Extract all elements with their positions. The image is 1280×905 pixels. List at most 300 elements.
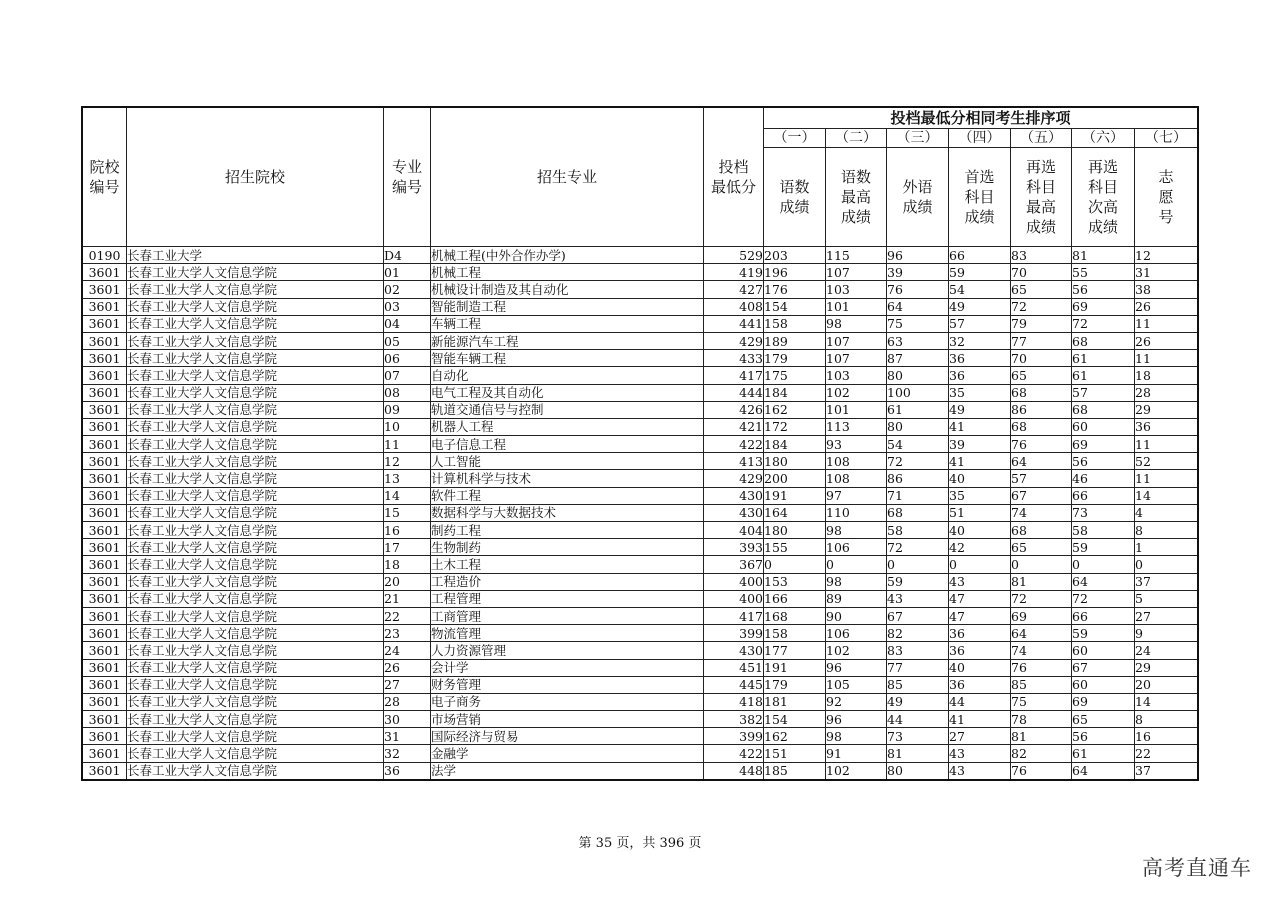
first-subject-cell: 54 (949, 281, 1011, 298)
school-code-cell: 3601 (83, 539, 127, 556)
major-code-cell: 04 (384, 315, 431, 332)
elective-highest-cell: 70 (1011, 264, 1072, 281)
first-subject-cell: 32 (949, 332, 1011, 349)
min-score-cell: 417 (704, 367, 764, 384)
elective-second-cell: 69 (1072, 436, 1135, 453)
first-subject-cell: 41 (949, 711, 1011, 728)
first-subject-cell: 43 (949, 745, 1011, 762)
table-row (83, 522, 1198, 539)
chinese-math-max-cell: 102 (826, 642, 887, 659)
major-name-cell: 市场营销 (431, 711, 704, 728)
elective-second-cell: 59 (1072, 539, 1135, 556)
table-row (83, 607, 1198, 624)
min-score-cell: 382 (704, 711, 764, 728)
first-subject-cell: 42 (949, 539, 1011, 556)
school-name-cell: 长春工业大学人文信息学院 (127, 470, 384, 487)
elective-highest-cell: 86 (1011, 401, 1072, 418)
table-row (83, 573, 1198, 590)
table-row (83, 539, 1198, 556)
chinese-math-max-cell: 97 (826, 487, 887, 504)
preference-number-cell: 37 (1135, 762, 1198, 779)
elective-highest-cell: 68 (1011, 384, 1072, 401)
school-code-cell: 3601 (83, 281, 127, 298)
elective-highest-cell: 72 (1011, 298, 1072, 315)
elective-highest-cell: 74 (1011, 642, 1072, 659)
min-score-cell: 430 (704, 487, 764, 504)
major-name-cell: 电气工程及其自动化 (431, 384, 704, 401)
elective-second-cell: 56 (1072, 728, 1135, 745)
major-code-cell: D4 (384, 247, 431, 264)
first-subject-cell: 59 (949, 264, 1011, 281)
foreign-language-cell: 83 (887, 642, 949, 659)
school-name-cell: 长春工业大学人文信息学院 (127, 522, 384, 539)
elective-second-cell: 57 (1072, 384, 1135, 401)
chinese-math-max-cell: 105 (826, 676, 887, 693)
major-code-cell: 07 (384, 367, 431, 384)
first-subject-cell: 49 (949, 298, 1011, 315)
elective-second-cell: 0 (1072, 556, 1135, 573)
foreign-language-cell: 44 (887, 711, 949, 728)
chinese-math-max-cell: 108 (826, 453, 887, 470)
chinese-math-score-cell: 200 (764, 470, 826, 487)
table-row (83, 676, 1198, 693)
elective-second-cell: 55 (1072, 264, 1135, 281)
min-score-cell: 430 (704, 504, 764, 521)
elective-second-cell: 69 (1072, 298, 1135, 315)
major-name-cell: 会计学 (431, 659, 704, 676)
header-foreign-language: 外语 成绩 (887, 148, 949, 247)
elective-highest-cell: 76 (1011, 436, 1072, 453)
preference-number-cell: 14 (1135, 693, 1198, 710)
elective-highest-cell: 76 (1011, 659, 1072, 676)
elective-second-cell: 46 (1072, 470, 1135, 487)
first-subject-cell: 47 (949, 607, 1011, 624)
preference-number-cell: 36 (1135, 418, 1198, 435)
min-score-cell: 419 (704, 264, 764, 281)
header-major-code: 专业 编号 (384, 108, 431, 247)
school-code-cell: 3601 (83, 367, 127, 384)
chinese-math-max-cell: 90 (826, 607, 887, 624)
chinese-math-score-cell: 164 (764, 504, 826, 521)
major-name-cell: 土木工程 (431, 556, 704, 573)
school-name-cell: 长春工业大学人文信息学院 (127, 607, 384, 624)
header-rank-3: （三） (887, 129, 949, 148)
elective-second-cell: 61 (1072, 745, 1135, 762)
chinese-math-max-cell: 98 (826, 573, 887, 590)
header-elective-second: 再选 科目 次高 成绩 (1072, 148, 1135, 247)
elective-second-cell: 69 (1072, 693, 1135, 710)
elective-second-cell: 72 (1072, 315, 1135, 332)
foreign-language-cell: 87 (887, 350, 949, 367)
page-footer: 第 35 页，共 396 页 (578, 836, 702, 851)
table-row (83, 745, 1198, 762)
major-name-cell: 生物制药 (431, 539, 704, 556)
school-code-cell: 3601 (83, 642, 127, 659)
chinese-math-score-cell: 180 (764, 453, 826, 470)
chinese-math-max-cell: 102 (826, 384, 887, 401)
min-score-cell: 417 (704, 607, 764, 624)
foreign-language-cell: 67 (887, 607, 949, 624)
first-subject-cell: 36 (949, 676, 1011, 693)
foreign-language-cell: 54 (887, 436, 949, 453)
school-code-cell: 3601 (83, 590, 127, 607)
chinese-math-score-cell: 177 (764, 642, 826, 659)
elective-second-cell: 65 (1072, 711, 1135, 728)
school-name-cell: 长春工业大学人文信息学院 (127, 625, 384, 642)
major-code-cell: 32 (384, 745, 431, 762)
elective-second-cell: 81 (1072, 247, 1135, 264)
first-subject-cell: 51 (949, 504, 1011, 521)
chinese-math-score-cell: 203 (764, 247, 826, 264)
chinese-math-score-cell: 172 (764, 418, 826, 435)
major-code-cell: 21 (384, 590, 431, 607)
chinese-math-max-cell: 110 (826, 504, 887, 521)
chinese-math-max-cell: 96 (826, 711, 887, 728)
school-name-cell: 长春工业大学人文信息学院 (127, 693, 384, 710)
min-score-cell: 422 (704, 436, 764, 453)
major-name-cell: 工商管理 (431, 607, 704, 624)
major-code-cell: 03 (384, 298, 431, 315)
major-code-cell: 28 (384, 693, 431, 710)
major-name-cell: 车辆工程 (431, 315, 704, 332)
school-code-cell: 3601 (83, 401, 127, 418)
school-code-cell: 3601 (83, 298, 127, 315)
preference-number-cell: 27 (1135, 607, 1198, 624)
table-row (83, 693, 1198, 710)
preference-number-cell: 26 (1135, 332, 1198, 349)
major-name-cell: 制药工程 (431, 522, 704, 539)
foreign-language-cell: 68 (887, 504, 949, 521)
header-preference-number: 志 愿 号 (1135, 148, 1198, 247)
school-name-cell: 长春工业大学人文信息学院 (127, 367, 384, 384)
elective-second-cell: 56 (1072, 281, 1135, 298)
table-row (83, 281, 1198, 298)
major-name-cell: 机器人工程 (431, 418, 704, 435)
elective-highest-cell: 67 (1011, 487, 1072, 504)
elective-second-cell: 66 (1072, 607, 1135, 624)
first-subject-cell: 40 (949, 659, 1011, 676)
elective-second-cell: 61 (1072, 350, 1135, 367)
major-code-cell: 26 (384, 659, 431, 676)
elective-highest-cell: 57 (1011, 470, 1072, 487)
min-score-cell: 444 (704, 384, 764, 401)
min-score-cell: 427 (704, 281, 764, 298)
preference-number-cell: 9 (1135, 625, 1198, 642)
elective-highest-cell: 74 (1011, 504, 1072, 521)
min-score-cell: 421 (704, 418, 764, 435)
school-name-cell: 长春工业大学人文信息学院 (127, 453, 384, 470)
school-name-cell: 长春工业大学人文信息学院 (127, 332, 384, 349)
table-row (83, 264, 1198, 281)
school-name-cell: 长春工业大学人文信息学院 (127, 728, 384, 745)
foreign-language-cell: 59 (887, 573, 949, 590)
min-score-cell: 445 (704, 676, 764, 693)
table-row (83, 418, 1198, 435)
chinese-math-score-cell: 175 (764, 367, 826, 384)
major-code-cell: 23 (384, 625, 431, 642)
major-code-cell: 24 (384, 642, 431, 659)
school-code-cell: 3601 (83, 522, 127, 539)
foreign-language-cell: 80 (887, 762, 949, 779)
min-score-cell: 441 (704, 315, 764, 332)
elective-highest-cell: 70 (1011, 350, 1072, 367)
chinese-math-score-cell: 191 (764, 659, 826, 676)
elective-second-cell: 68 (1072, 401, 1135, 418)
school-code-cell: 3601 (83, 470, 127, 487)
chinese-math-score-cell: 179 (764, 350, 826, 367)
school-name-cell: 长春工业大学人文信息学院 (127, 298, 384, 315)
elective-highest-cell: 79 (1011, 315, 1072, 332)
chinese-math-score-cell: 181 (764, 693, 826, 710)
major-code-cell: 31 (384, 728, 431, 745)
school-code-cell: 3601 (83, 728, 127, 745)
elective-highest-cell: 68 (1011, 418, 1072, 435)
chinese-math-max-cell: 93 (826, 436, 887, 453)
table-row (83, 556, 1198, 573)
first-subject-cell: 47 (949, 590, 1011, 607)
elective-highest-cell: 64 (1011, 625, 1072, 642)
school-name-cell: 长春工业大学人文信息学院 (127, 315, 384, 332)
elective-second-cell: 68 (1072, 332, 1135, 349)
school-code-cell: 3601 (83, 487, 127, 504)
school-code-cell: 3601 (83, 573, 127, 590)
header-school-name: 招生院校 (127, 108, 384, 247)
preference-number-cell: 16 (1135, 728, 1198, 745)
table-row (83, 470, 1198, 487)
chinese-math-max-cell: 91 (826, 745, 887, 762)
major-code-cell: 20 (384, 573, 431, 590)
major-code-cell: 14 (384, 487, 431, 504)
elective-highest-cell: 64 (1011, 453, 1072, 470)
chinese-math-score-cell: 184 (764, 436, 826, 453)
first-subject-cell: 36 (949, 350, 1011, 367)
major-name-cell: 机械工程(中外合作办学) (431, 247, 704, 264)
chinese-math-score-cell: 179 (764, 676, 826, 693)
first-subject-cell: 41 (949, 418, 1011, 435)
preference-number-cell: 8 (1135, 711, 1198, 728)
min-score-cell: 418 (704, 693, 764, 710)
school-name-cell: 长春工业大学人文信息学院 (127, 573, 384, 590)
header-rank-1: （一） (764, 129, 826, 148)
chinese-math-score-cell: 154 (764, 298, 826, 315)
school-code-cell: 3601 (83, 762, 127, 779)
first-subject-cell: 36 (949, 625, 1011, 642)
chinese-math-max-cell: 96 (826, 659, 887, 676)
elective-second-cell: 67 (1072, 659, 1135, 676)
elective-highest-cell: 72 (1011, 590, 1072, 607)
chinese-math-max-cell: 106 (826, 625, 887, 642)
min-score-cell: 429 (704, 332, 764, 349)
school-code-cell: 3601 (83, 264, 127, 281)
major-name-cell: 智能车辆工程 (431, 350, 704, 367)
elective-second-cell: 60 (1072, 676, 1135, 693)
header-major-name: 招生专业 (431, 108, 704, 247)
school-name-cell: 长春工业大学人文信息学院 (127, 384, 384, 401)
foreign-language-cell: 61 (887, 401, 949, 418)
chinese-math-max-cell: 107 (826, 332, 887, 349)
chinese-math-score-cell: 176 (764, 281, 826, 298)
chinese-math-max-cell: 102 (826, 762, 887, 779)
foreign-language-cell: 73 (887, 728, 949, 745)
major-code-cell: 05 (384, 332, 431, 349)
min-score-cell: 408 (704, 298, 764, 315)
table-row (83, 401, 1198, 418)
elective-highest-cell: 77 (1011, 332, 1072, 349)
major-name-cell: 财务管理 (431, 676, 704, 693)
table-row (83, 711, 1198, 728)
chinese-math-score-cell: 0 (764, 556, 826, 573)
elective-second-cell: 64 (1072, 573, 1135, 590)
min-score-cell: 404 (704, 522, 764, 539)
chinese-math-max-cell: 106 (826, 539, 887, 556)
first-subject-cell: 41 (949, 453, 1011, 470)
first-subject-cell: 35 (949, 487, 1011, 504)
major-code-cell: 06 (384, 350, 431, 367)
chinese-math-score-cell: 180 (764, 522, 826, 539)
min-score-cell: 393 (704, 539, 764, 556)
chinese-math-max-cell: 89 (826, 590, 887, 607)
school-code-cell: 3601 (83, 418, 127, 435)
school-name-cell: 长春工业大学人文信息学院 (127, 436, 384, 453)
major-name-cell: 电子信息工程 (431, 436, 704, 453)
major-name-cell: 新能源汽车工程 (431, 332, 704, 349)
table-row (83, 504, 1198, 521)
chinese-math-score-cell: 184 (764, 384, 826, 401)
preference-number-cell: 11 (1135, 350, 1198, 367)
major-code-cell: 36 (384, 762, 431, 779)
foreign-language-cell: 96 (887, 247, 949, 264)
elective-second-cell: 60 (1072, 418, 1135, 435)
preference-number-cell: 8 (1135, 522, 1198, 539)
major-name-cell: 国际经济与贸易 (431, 728, 704, 745)
first-subject-cell: 49 (949, 401, 1011, 418)
foreign-language-cell: 49 (887, 693, 949, 710)
school-code-cell: 3601 (83, 625, 127, 642)
elective-second-cell: 60 (1072, 642, 1135, 659)
table-row (83, 436, 1198, 453)
major-name-cell: 物流管理 (431, 625, 704, 642)
major-name-cell: 数据科学与大数据技术 (431, 504, 704, 521)
foreign-language-cell: 77 (887, 659, 949, 676)
elective-highest-cell: 81 (1011, 728, 1072, 745)
school-code-cell: 3601 (83, 453, 127, 470)
major-name-cell: 计算机科学与技术 (431, 470, 704, 487)
major-code-cell: 30 (384, 711, 431, 728)
school-code-cell: 3601 (83, 350, 127, 367)
first-subject-cell: 43 (949, 573, 1011, 590)
min-score-cell: 400 (704, 573, 764, 590)
preference-number-cell: 28 (1135, 384, 1198, 401)
min-score-cell: 400 (704, 590, 764, 607)
elective-second-cell: 58 (1072, 522, 1135, 539)
table-row (83, 659, 1198, 676)
chinese-math-score-cell: 191 (764, 487, 826, 504)
foreign-language-cell: 76 (887, 281, 949, 298)
first-subject-cell: 0 (949, 556, 1011, 573)
first-subject-cell: 35 (949, 384, 1011, 401)
major-name-cell: 轨道交通信号与控制 (431, 401, 704, 418)
school-name-cell: 长春工业大学人文信息学院 (127, 745, 384, 762)
header-ranking-group: 投档最低分相同考生排序项 (764, 108, 1198, 129)
elective-highest-cell: 68 (1011, 522, 1072, 539)
first-subject-cell: 36 (949, 642, 1011, 659)
elective-highest-cell: 65 (1011, 367, 1072, 384)
first-subject-cell: 66 (949, 247, 1011, 264)
table-row (83, 315, 1198, 332)
min-score-cell: 399 (704, 625, 764, 642)
foreign-language-cell: 82 (887, 625, 949, 642)
table-body (83, 247, 1198, 780)
chinese-math-score-cell: 162 (764, 728, 826, 745)
school-code-cell: 3601 (83, 384, 127, 401)
major-name-cell: 机械设计制造及其自动化 (431, 281, 704, 298)
preference-number-cell: 12 (1135, 247, 1198, 264)
first-subject-cell: 43 (949, 762, 1011, 779)
elective-highest-cell: 0 (1011, 556, 1072, 573)
admission-score-table (82, 107, 1198, 780)
school-code-cell: 3601 (83, 504, 127, 521)
elective-highest-cell: 83 (1011, 247, 1072, 264)
major-code-cell: 27 (384, 676, 431, 693)
elective-highest-cell: 82 (1011, 745, 1072, 762)
major-name-cell: 工程管理 (431, 590, 704, 607)
school-name-cell: 长春工业大学人文信息学院 (127, 401, 384, 418)
chinese-math-max-cell: 108 (826, 470, 887, 487)
min-score-cell: 448 (704, 762, 764, 779)
chinese-math-max-cell: 101 (826, 401, 887, 418)
foreign-language-cell: 85 (887, 676, 949, 693)
chinese-math-score-cell: 158 (764, 315, 826, 332)
elective-second-cell: 72 (1072, 590, 1135, 607)
watermark-logo: 高考直通车 (1142, 856, 1252, 880)
elective-second-cell: 64 (1072, 762, 1135, 779)
chinese-math-max-cell: 98 (826, 315, 887, 332)
major-name-cell: 软件工程 (431, 487, 704, 504)
chinese-math-score-cell: 166 (764, 590, 826, 607)
major-code-cell: 01 (384, 264, 431, 281)
foreign-language-cell: 64 (887, 298, 949, 315)
chinese-math-max-cell: 115 (826, 247, 887, 264)
first-subject-cell: 40 (949, 470, 1011, 487)
table-row (83, 384, 1198, 401)
first-subject-cell: 40 (949, 522, 1011, 539)
header-elective-highest: 再选 科目 最高 成绩 (1011, 148, 1072, 247)
min-score-cell: 433 (704, 350, 764, 367)
chinese-math-score-cell: 189 (764, 332, 826, 349)
foreign-language-cell: 43 (887, 590, 949, 607)
school-code-cell: 3601 (83, 556, 127, 573)
elective-second-cell: 61 (1072, 367, 1135, 384)
chinese-math-max-cell: 101 (826, 298, 887, 315)
school-name-cell: 长春工业大学人文信息学院 (127, 264, 384, 281)
chinese-math-score-cell: 151 (764, 745, 826, 762)
header-rank-7: （七） (1135, 129, 1198, 148)
chinese-math-score-cell: 154 (764, 711, 826, 728)
table-row (83, 298, 1198, 315)
school-code-cell: 3601 (83, 332, 127, 349)
school-name-cell: 长春工业大学人文信息学院 (127, 504, 384, 521)
major-name-cell: 人力资源管理 (431, 642, 704, 659)
table-row (83, 367, 1198, 384)
min-score-cell: 529 (704, 247, 764, 264)
foreign-language-cell: 81 (887, 745, 949, 762)
first-subject-cell: 39 (949, 436, 1011, 453)
school-code-cell: 3601 (83, 315, 127, 332)
header-rank-5: （五） (1011, 129, 1072, 148)
major-name-cell: 机械工程 (431, 264, 704, 281)
school-name-cell: 长春工业大学人文信息学院 (127, 418, 384, 435)
preference-number-cell: 11 (1135, 436, 1198, 453)
